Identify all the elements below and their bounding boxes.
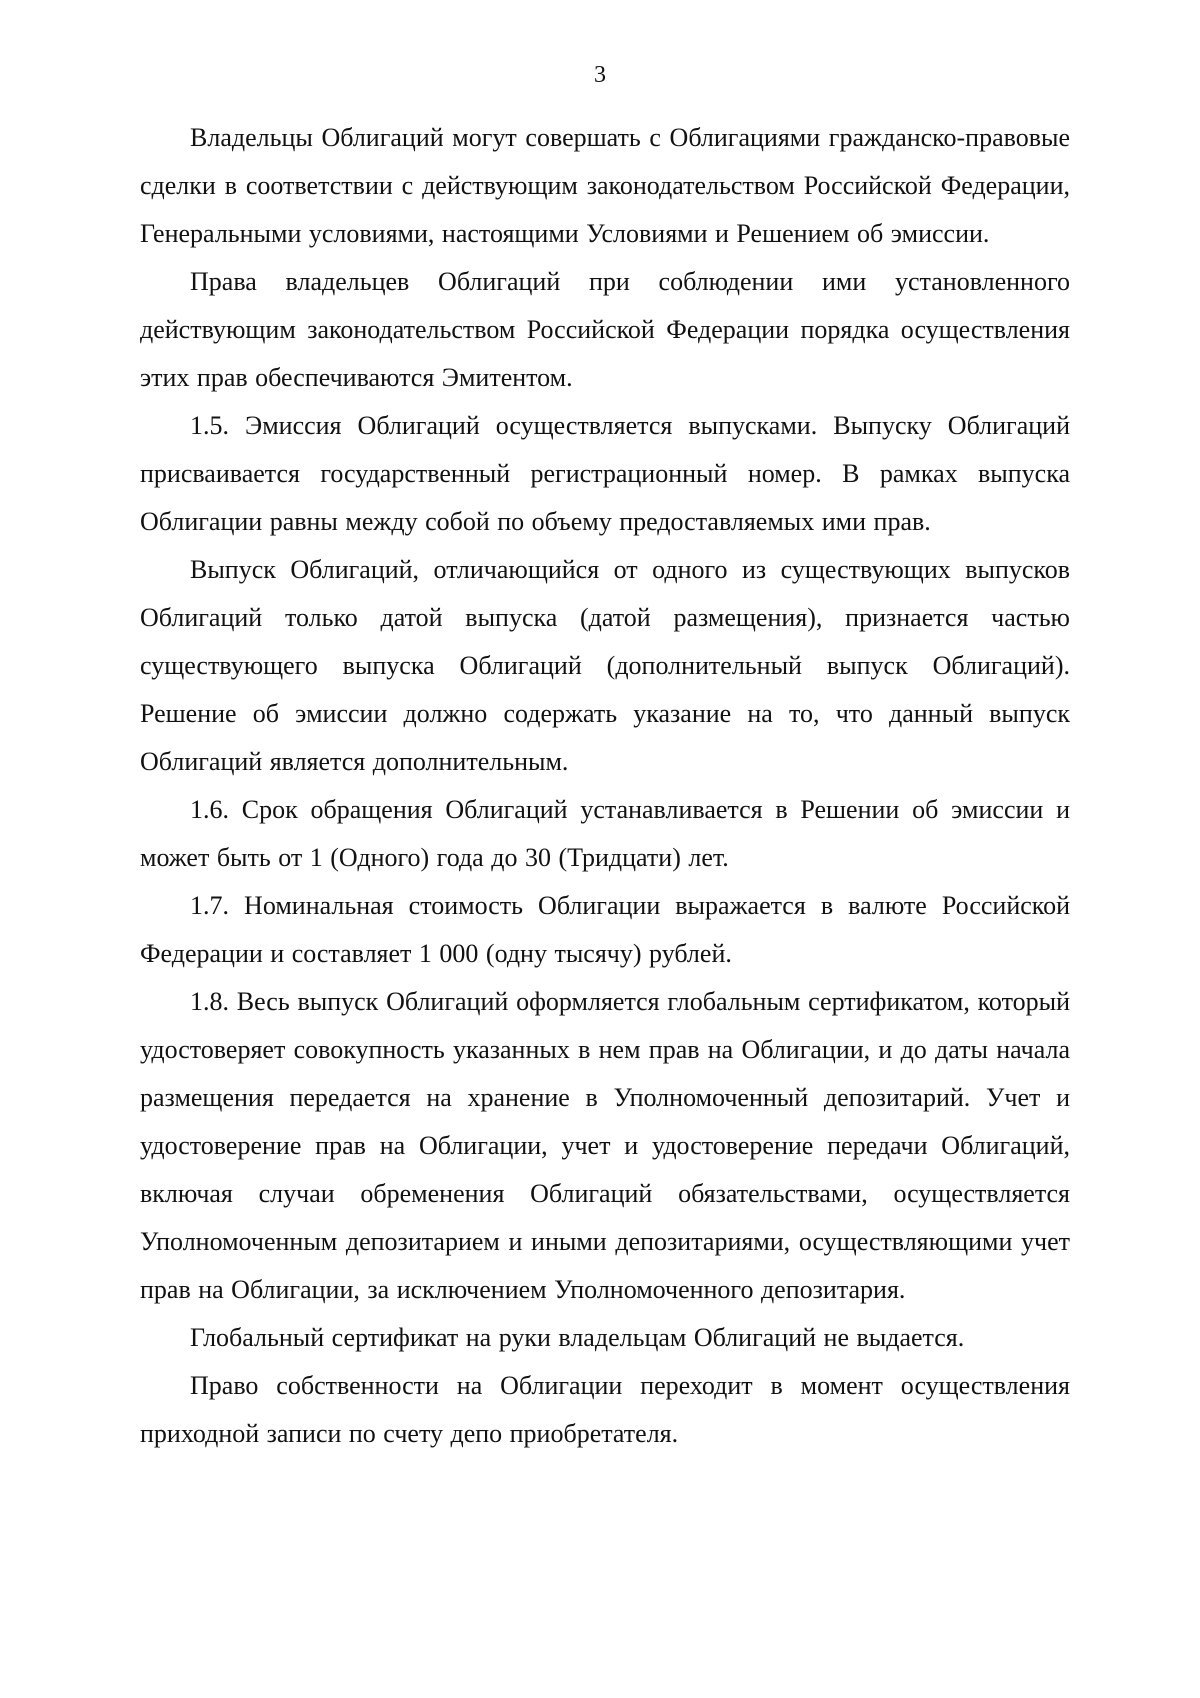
paragraph-owners-transactions: Владельцы Облигаций могут совершать с Облигациями гражданско-правовые сделки в соответствии с действующим законодательством Российской Федерации, Генеральными условиями, настоящими Условиями и Решением об эмиссии. (140, 123, 1070, 248)
paragraph-additional-issue: Выпуск Облигаций, отличающийся от одного из существующих выпусков Облигаций только датой выпуска (датой размещения), признается частью существующего выпуска Облигаций (дополнительный выпуск Облигаций). Решение об эмиссии должно содержать указание на то, что данный выпуск Облигаций является дополнительным. (140, 555, 1070, 776)
document-body (140, 114, 1070, 1458)
paragraph-1-5-emission: 1.5. Эмиссия Облигаций осуществляется выпусками. Выпуску Облигаций присваивается государственный регистрационный номер. В рамках выпуска Облигации равны между собой по объему предоставляемых ими прав. (140, 411, 1070, 536)
paragraph-certificate-not-issued: Глобальный сертификат на руки владельцам Облигаций не выдается. (190, 1323, 965, 1352)
paragraph-ownership-transfer: Право собственности на Облигации переходит в момент осуществления приходной записи по счету депо приобретателя. (140, 1371, 1070, 1448)
paragraph-1-6-term: 1.6. Срок обращения Облигаций устанавливается в Решении об эмиссии и может быть от 1 (Одного) года до 30 (Тридцати) лет. (140, 795, 1070, 872)
paragraph-owners-rights: Права владельцев Облигаций при соблюдении ими установленного действующим законодательством Российской Федерации порядка осуществления этих прав обеспечиваются Эмитентом. (140, 267, 1070, 392)
paragraph-1-8-certificate: 1.8. Весь выпуск Облигаций оформляется глобальным сертификатом, который удостоверяет совокупность указанных в нем прав на Облигации, и до даты начала размещения передается на хранение в Уполномоченный депозитарий. Учет и удостоверение прав на Облигации, учет и удостоверение передачи Облигаций, включая случаи обременения Облигаций обязательствами, осуществляется Уполномоченным депозитарием и иными депозитариями, осуществляющими учет прав на Облигации, за исключением Уполномоченного депозитария. (140, 987, 1070, 1304)
page-number: 3 (594, 62, 606, 88)
paragraph-1-7-nominal: 1.7. Номинальная стоимость Облигации выражается в валюте Российской Федерации и составляет 1 000 (одну тысячу) рублей. (140, 891, 1070, 968)
